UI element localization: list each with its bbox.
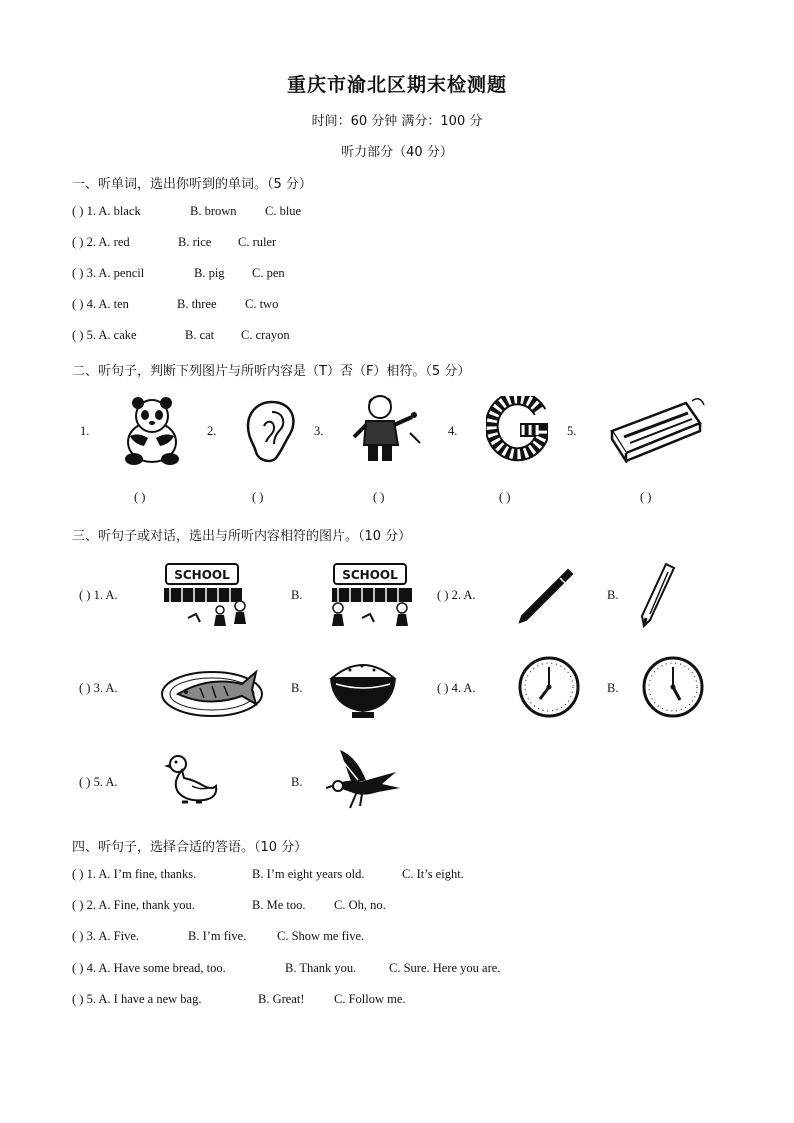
section3-heading: 三、听句子或对话，选出与所听内容相符的图片。（10 分） <box>72 529 412 544</box>
letter-g-icon <box>486 396 548 464</box>
pen-icon <box>512 564 576 628</box>
list-item: ( ) 1. A. black B. brown C. blue <box>72 204 302 218</box>
school-icon <box>326 560 418 632</box>
picture-label: 3. <box>314 424 324 438</box>
school-icon <box>160 560 252 632</box>
answer-blank[interactable]: ( ) <box>373 490 385 504</box>
list-item: ( ) 5. A. I have a new bag. B. Great! C. Follow me. <box>72 992 406 1006</box>
section4-heading: 四、听句子，选择合适的答语。（10 分） <box>72 840 308 855</box>
list-item: ( ) 5. A. cake B. cat C. crayon <box>72 328 290 342</box>
picture-label: 5. <box>567 424 577 438</box>
question-label: ( ) 4. A. <box>437 681 476 695</box>
ear-icon <box>244 398 300 464</box>
answer-blank[interactable]: ( ) <box>134 490 146 504</box>
boy-icon <box>350 393 428 467</box>
list-item: ( ) 3. A. Five. B. I’m five. C. Show me five. <box>72 929 365 943</box>
option-label: B. <box>291 681 303 695</box>
school-sign-text: SCHOOL <box>342 568 398 582</box>
option-label: B. <box>291 775 303 789</box>
pencil-icon <box>636 560 680 630</box>
section1-heading: 一、听单词，选出你听到的单词。（5 分） <box>72 177 312 192</box>
panda-icon <box>118 396 186 466</box>
clock-icon <box>518 656 580 718</box>
school-sign-text: SCHOOL <box>174 568 230 582</box>
list-item: ( ) 3. A. pencil B. pig C. pen <box>72 266 285 280</box>
picture-label: 1. <box>80 424 90 438</box>
bird-icon <box>326 746 402 814</box>
picture-label: 4. <box>448 424 458 438</box>
list-item: ( ) 4. A. Have some bread, too. B. Thank you. C. Sure. Here you are. <box>72 961 501 975</box>
listening-part-heading: 听力部分（40 分） <box>341 145 453 160</box>
page-title: 重庆市渝北区期末检测题 <box>286 74 507 96</box>
question-label: ( ) 2. A. <box>437 588 476 602</box>
picture-label: 2. <box>207 424 217 438</box>
clock-icon <box>642 656 704 718</box>
exam-meta: 时间：60 分钟 满分：100 分 <box>311 114 483 129</box>
question-label: ( ) 3. A. <box>79 681 118 695</box>
pencil-box-icon <box>604 393 708 463</box>
rice-bowl-icon <box>326 652 400 720</box>
duck-icon <box>164 752 220 808</box>
answer-blank[interactable]: ( ) <box>252 490 264 504</box>
list-item: ( ) 2. A. Fine, thank you. B. Me too. C. Oh, no. <box>72 898 386 912</box>
option-label: B. <box>291 588 303 602</box>
list-item: ( ) 4. A. ten B. three C. two <box>72 297 279 311</box>
question-label: ( ) 1. A. <box>79 588 118 602</box>
section2-heading: 二、听句子，判断下列图片与所听内容是（T）否（F）相符。（5 分） <box>72 364 471 379</box>
answer-blank[interactable]: ( ) <box>499 490 511 504</box>
fish-icon <box>160 654 268 720</box>
option-label: B. <box>607 588 619 602</box>
answer-blank[interactable]: ( ) <box>640 490 652 504</box>
question-label: ( ) 5. A. <box>79 775 118 789</box>
list-item: ( ) 1. A. I’m fine, thanks. B. I’m eight years old. C. It’s eight. <box>72 867 464 881</box>
option-label: B. <box>607 681 619 695</box>
list-item: ( ) 2. A. red B. rice C. ruler <box>72 235 277 249</box>
